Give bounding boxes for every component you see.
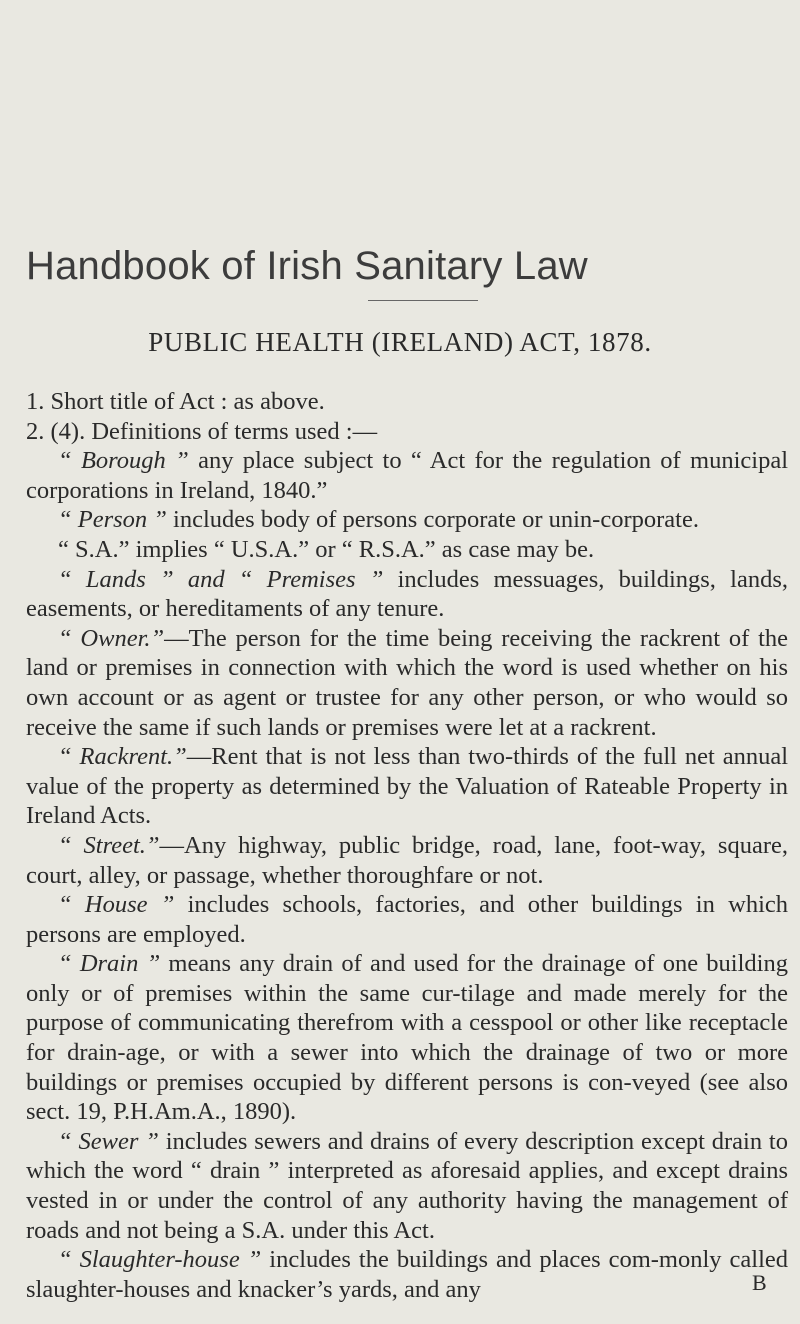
definition-item [26, 565, 788, 624]
definition-term: “ Sewer ” [58, 1127, 159, 1155]
definition-term: “ Person ” [58, 506, 167, 534]
signature-mark: B [752, 1270, 767, 1295]
definition-term: “ Borough ” [58, 447, 189, 475]
definition-item [26, 535, 788, 565]
definition-item [26, 742, 788, 831]
section-item [26, 387, 788, 417]
definition-item [26, 624, 788, 742]
definition-term: “ Owner.” [58, 624, 165, 652]
definition-term: “ S.A.” implies “ U.S.A.” or “ R.S.A.” [58, 535, 436, 563]
title-rule [368, 300, 478, 301]
definition-item [26, 1245, 788, 1304]
definition-text: includes body of persons corporate or unin-corporate. [166, 506, 699, 534]
definition-item [26, 1127, 788, 1245]
definition-text: includes the buildings and places com-monly called slaughter-houses and knacker’s yards, and any [26, 1246, 789, 1303]
definition-term: “ Rackrent.” [58, 743, 187, 771]
definition-item [26, 831, 788, 890]
definition-text: includes messuages, buildings, lands, easements, or hereditaments of any tenure. [26, 565, 788, 623]
section-text: Short title of Act : as above. [50, 388, 325, 415]
section-text: (4). Definitions of terms used :— [50, 417, 378, 445]
body-text [26, 387, 788, 1304]
definition-term: “ Drain ” [58, 950, 161, 978]
definition-item [26, 505, 788, 535]
definition-text: includes sewers and drains of every description except drain to which the word “ drain ” interpreted as aforesaid applies, and except drains vested in or under the control of any authority having the management of roads and not being a S.A. under this Act. [26, 1127, 788, 1244]
definition-item [26, 890, 788, 949]
definition-item [26, 949, 788, 1127]
section-item [26, 417, 788, 447]
definition-text: any place subject to “ Act for the regulation of municipal corporations in Ireland, 1840.” [26, 447, 789, 504]
definition-term: “ House ” [58, 891, 175, 919]
definition-text: includes schools, factories, and other buildings in which persons are employed. [26, 891, 788, 948]
definition-term: “ Lands ” and “ Premises ” [58, 565, 384, 593]
definition-text: —The person for the time being receiving the rackrent of the land or premises in connection with which the word is used whether on his own account or as agent or trustee for any other person, or who would so receive the same if such lands or premises were let at a rackrent. [26, 624, 788, 741]
definition-term: “ Street.” [58, 831, 160, 859]
act-title: PUBLIC HEALTH (IRELAND) ACT, 1878. [148, 327, 652, 357]
definition-text: —Any highway, public bridge, road, lane, foot-way, square, court, alley, or passage, whether thoroughfare or not. [26, 831, 788, 889]
definition-text: means any drain of and used for the drainage of one building only or of premises within the same cur-tilage and made merely for the purpose of communicating therefrom with a cesspool or other like receptacle for drain-age, or with a sewer into which the drainage of two or more buildings or premises occupied by different persons is con-veyed (see also sect. 19, P.H.Am.A., 1890). [26, 950, 788, 1126]
section-number: 2. [26, 417, 45, 445]
definition-item [26, 446, 788, 505]
definition-text: —Rent that is not less than two-thirds of the full net annual value of the property as determined by the Valuation of Rateable Property in Ireland Acts. [26, 743, 788, 830]
section-number: 1. [26, 388, 45, 415]
definition-text: as case may be. [435, 535, 595, 563]
running-head: Handbook of Irish Sanitary Law [26, 244, 588, 288]
definition-term: “ Slaughter-house ” [58, 1246, 262, 1274]
